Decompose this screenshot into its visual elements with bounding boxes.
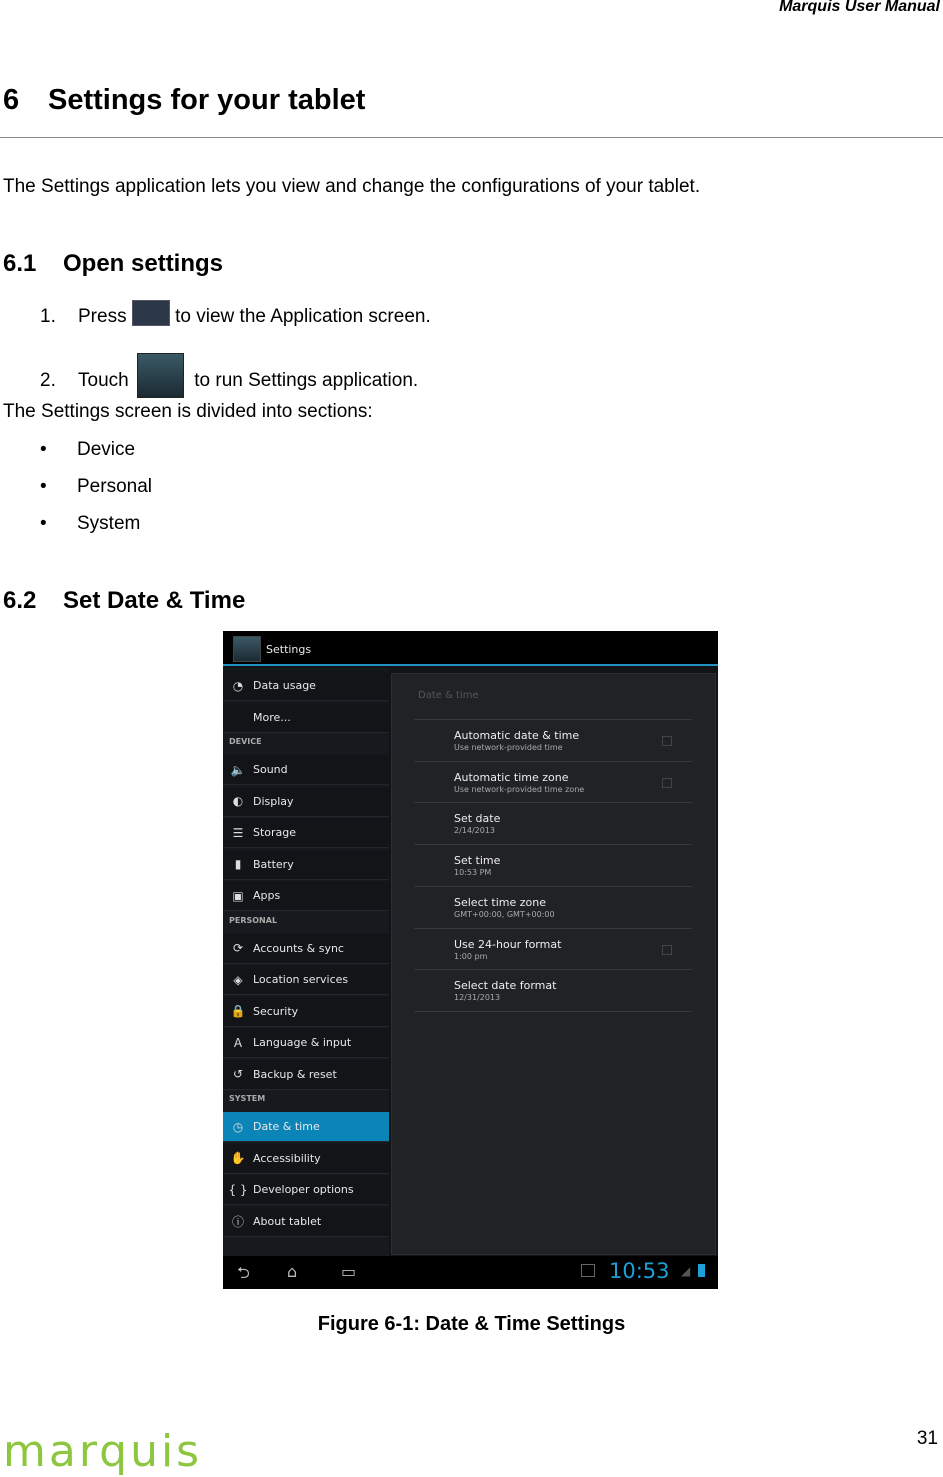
sidebar-item-sound[interactable]: [223, 755, 389, 785]
setting-item[interactable]: [414, 886, 692, 928]
braces-icon: { }: [228, 1182, 248, 1197]
info-icon: ⓘ: [231, 1214, 244, 1229]
figure-caption: Figure 6-1: Date & Time Settings: [317, 1313, 626, 1335]
sidebar-item-label: Sound: [253, 763, 288, 776]
bullet-item: • Personal: [40, 476, 152, 497]
sound-icon: 🔈: [230, 762, 246, 777]
settings-app-icon: [137, 353, 184, 398]
settings-icon: [233, 636, 261, 662]
setting-title: Automatic time zone: [454, 770, 569, 784]
apps-icon: ▣: [232, 888, 244, 903]
apps-grid-icon: [132, 300, 170, 326]
sidebar-item-label: Apps: [253, 889, 281, 902]
gallery-notification-icon: [581, 1264, 595, 1277]
setting-summary: Use network-provided time: [454, 743, 563, 752]
clock-icon: ◷: [232, 1119, 244, 1134]
sidebar-item-accessibility[interactable]: [223, 1144, 389, 1174]
sidebar-item-language-input[interactable]: [223, 1028, 389, 1058]
setting-summary: 12/31/2013: [454, 993, 501, 1003]
divider: [0, 137, 943, 138]
setting-title: Automatic date & time: [454, 729, 580, 742]
sidebar-item-label: Storage: [253, 826, 297, 839]
setting-title: Set date: [454, 812, 501, 826]
setting-item[interactable]: [414, 928, 692, 970]
sidebar-item-label: Language & input: [253, 1036, 352, 1049]
bullet-item: • Device: [40, 439, 136, 460]
page-number: 31: [916, 1428, 938, 1449]
sidebar-item-backup-reset[interactable]: [223, 1060, 389, 1090]
language-icon: A: [233, 1035, 243, 1050]
settings-sidebar: [223, 668, 389, 1256]
sidebar-item-display[interactable]: [223, 787, 389, 817]
sidebar-section-header: DEVICE: [229, 737, 262, 746]
setting-summary: 2/14/2013: [454, 826, 496, 836]
divider: [414, 1011, 692, 1021]
back-icon[interactable]: ⮌: [237, 1263, 250, 1282]
sidebar-item-about-tablet[interactable]: [223, 1207, 389, 1237]
sidebar-item-label: More...: [253, 710, 291, 724]
settings-screenshot: [223, 631, 718, 1289]
sidebar-item-label: Date & time: [253, 1120, 320, 1133]
home-icon[interactable]: ⌂: [287, 1262, 298, 1281]
setting-item[interactable]: [414, 969, 692, 1011]
title-bar: [223, 631, 718, 666]
sidebar-item-location-services[interactable]: [223, 965, 389, 995]
lock-icon: 🔒: [230, 1004, 246, 1018]
sidebar-item-label: Accessibility: [253, 1151, 321, 1165]
clock: 10:53: [609, 1259, 670, 1283]
signal-icon: ◢: [681, 1264, 691, 1278]
setting-summary: Use network-provided time zone: [454, 784, 585, 794]
sidebar-section-header: PERSONAL: [229, 915, 278, 925]
sidebar-item-label: Backup & reset: [253, 1067, 337, 1081]
data-usage-icon: ◔: [232, 678, 244, 693]
sidebar-item-data-usage[interactable]: [223, 671, 389, 701]
sidebar-item-developer-options[interactable]: [223, 1175, 389, 1205]
sidebar-item-security[interactable]: [223, 997, 389, 1027]
section-heading: 6 Settings for your tablet: [3, 84, 366, 116]
storage-icon: ☰: [232, 825, 244, 840]
sidebar-item-label: About tablet: [253, 1214, 322, 1228]
subsection-heading-6-2: 6.2 Set Date & Time: [3, 587, 246, 614]
sidebar-item-apps[interactable]: [223, 881, 389, 911]
app-title: Settings: [266, 643, 312, 656]
checkbox[interactable]: [662, 736, 672, 746]
sections-intro: The Settings screen is divided into sections:: [3, 401, 373, 422]
setting-summary: GMT+00:00, GMT+00:00: [454, 909, 555, 919]
setting-summary: 1:00 pm: [454, 951, 488, 961]
setting-title: Select time zone: [454, 895, 547, 909]
subsection-heading-6-1: 6.1 Open settings: [3, 250, 224, 277]
setting-title: Select date format: [454, 979, 557, 993]
setting-item[interactable]: [414, 844, 692, 886]
sidebar-item-more[interactable]: [223, 703, 389, 733]
setting-item[interactable]: [414, 802, 692, 844]
location-icon: ◈: [233, 972, 243, 987]
date-time-panel: [391, 673, 716, 1255]
sidebar-item-label: Data usage: [253, 679, 316, 692]
panel-title: Date & time: [418, 690, 479, 701]
backup-icon: ↺: [232, 1067, 244, 1081]
sidebar-item-battery[interactable]: [223, 850, 389, 880]
running-header: Marquis User Manual: [779, 0, 940, 15]
bullet-item: • System: [40, 513, 141, 534]
sidebar-item-label: Display: [253, 794, 294, 808]
sidebar-item-storage[interactable]: [223, 818, 389, 848]
setting-item[interactable]: [414, 719, 692, 761]
sidebar-item-label: Location services: [253, 973, 349, 986]
recent-apps-icon[interactable]: ▭: [341, 1262, 357, 1281]
setting-item[interactable]: [414, 761, 692, 803]
sidebar-item-label: Security: [253, 1004, 299, 1018]
checkbox[interactable]: [662, 778, 672, 788]
sidebar-section-header: SYSTEM: [229, 1094, 266, 1103]
setting-title: Set time: [454, 854, 501, 868]
navigation-bar: [223, 1256, 718, 1289]
battery-icon: ▮: [234, 857, 242, 871]
marquis-logo: marquis: [3, 1426, 203, 1477]
sidebar-item-accounts-sync[interactable]: [223, 934, 389, 964]
sidebar-item-date-time[interactable]: [223, 1112, 389, 1142]
step-2: 2. Touch to run Settings application.: [40, 353, 418, 398]
battery-status-icon: [698, 1264, 705, 1277]
display-icon: ◐: [232, 794, 244, 808]
setting-title: Use 24-hour format: [454, 937, 562, 951]
sidebar-item-label: Battery: [253, 857, 294, 871]
checkbox[interactable]: [662, 945, 672, 955]
hand-icon: ✋: [230, 1151, 246, 1165]
sidebar-item-label: Developer options: [253, 1183, 354, 1196]
sidebar-item-label: Accounts & sync: [253, 941, 344, 955]
step-1: 1. Press to view the Application screen.: [40, 300, 431, 328]
sync-icon: ⟳: [232, 941, 244, 955]
intro-text: The Settings application lets you view and change the configurations of your tablet.: [3, 176, 701, 197]
setting-summary: 10:53 PM: [454, 868, 492, 878]
